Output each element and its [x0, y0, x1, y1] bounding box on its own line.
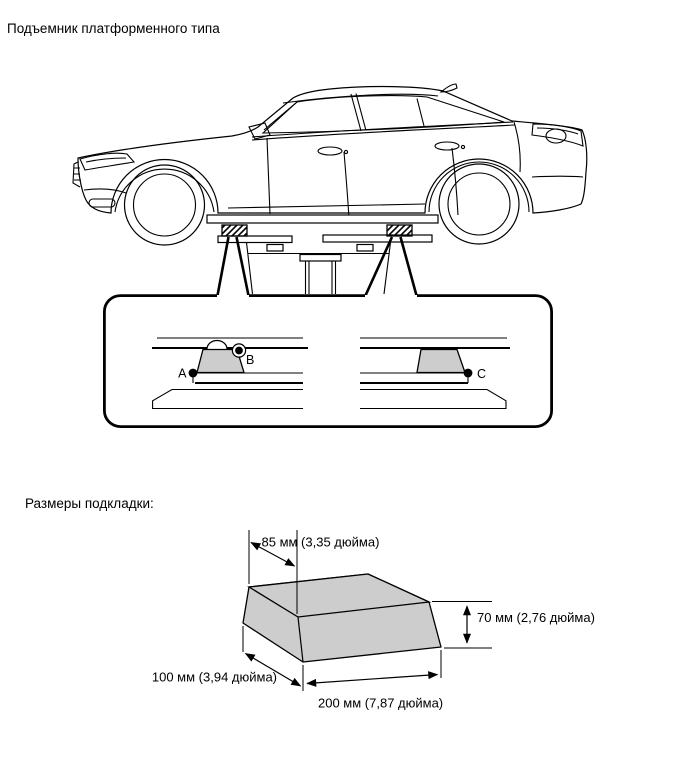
roof-inner-line [283, 94, 438, 103]
front-wheel-arch [115, 169, 214, 212]
point-b-marker [232, 344, 245, 357]
platform-lift [218, 225, 433, 296]
rear-door-handle [435, 142, 459, 150]
quarter-pillar [417, 99, 424, 127]
fuel-door [546, 129, 566, 143]
trunk-seam [514, 122, 520, 172]
b-pillar [351, 94, 366, 132]
point-b-label: B [246, 353, 255, 367]
rear-wheel [439, 164, 519, 244]
callout-funnel-left [218, 237, 249, 296]
dim-height-label: 70 мм (2,76 дюйма) [477, 610, 595, 625]
front-wheel [125, 165, 205, 245]
support-pad-rear-hatched [387, 225, 412, 236]
front-door-keyhole [344, 150, 347, 153]
page-title: Подъемник платформенного типа [7, 21, 220, 36]
rear-wheel-arch [429, 162, 529, 212]
point-a-label: A [178, 366, 187, 381]
car-side-view [73, 84, 587, 245]
pad-size-caption: Размеры подкладки: [25, 496, 154, 511]
support-pad-front-hatched [222, 225, 247, 236]
dim-top-width-label: 85 мм (3,35 дюйма) [261, 534, 380, 550]
rear-bumper-seam [532, 176, 583, 177]
lift-post [300, 255, 341, 295]
front-door-handle [318, 147, 342, 155]
point-a-marker [189, 369, 198, 378]
fender-seam [267, 138, 270, 214]
rear-door-keyhole [461, 145, 464, 148]
point-c-marker [464, 369, 473, 378]
lift-rail-right [323, 235, 432, 242]
dim-height [432, 602, 595, 649]
detail-callout-box [103, 295, 553, 428]
dim-length-label: 200 мм (7,87 дюйма) [318, 695, 444, 711]
car-body-outline [78, 87, 587, 213]
grille [73, 162, 81, 187]
point-c-label: C [477, 367, 487, 381]
rocker-trim-line [228, 204, 425, 208]
front-bumper-crease [84, 189, 126, 193]
dim-depth-label: 100 мм (3,94 дюйма) [151, 669, 277, 685]
pad-3d-figure [152, 530, 595, 711]
rocker-sill-bar [207, 215, 438, 223]
front-door-seam [344, 152, 349, 219]
detail-pad-rear [417, 350, 465, 373]
